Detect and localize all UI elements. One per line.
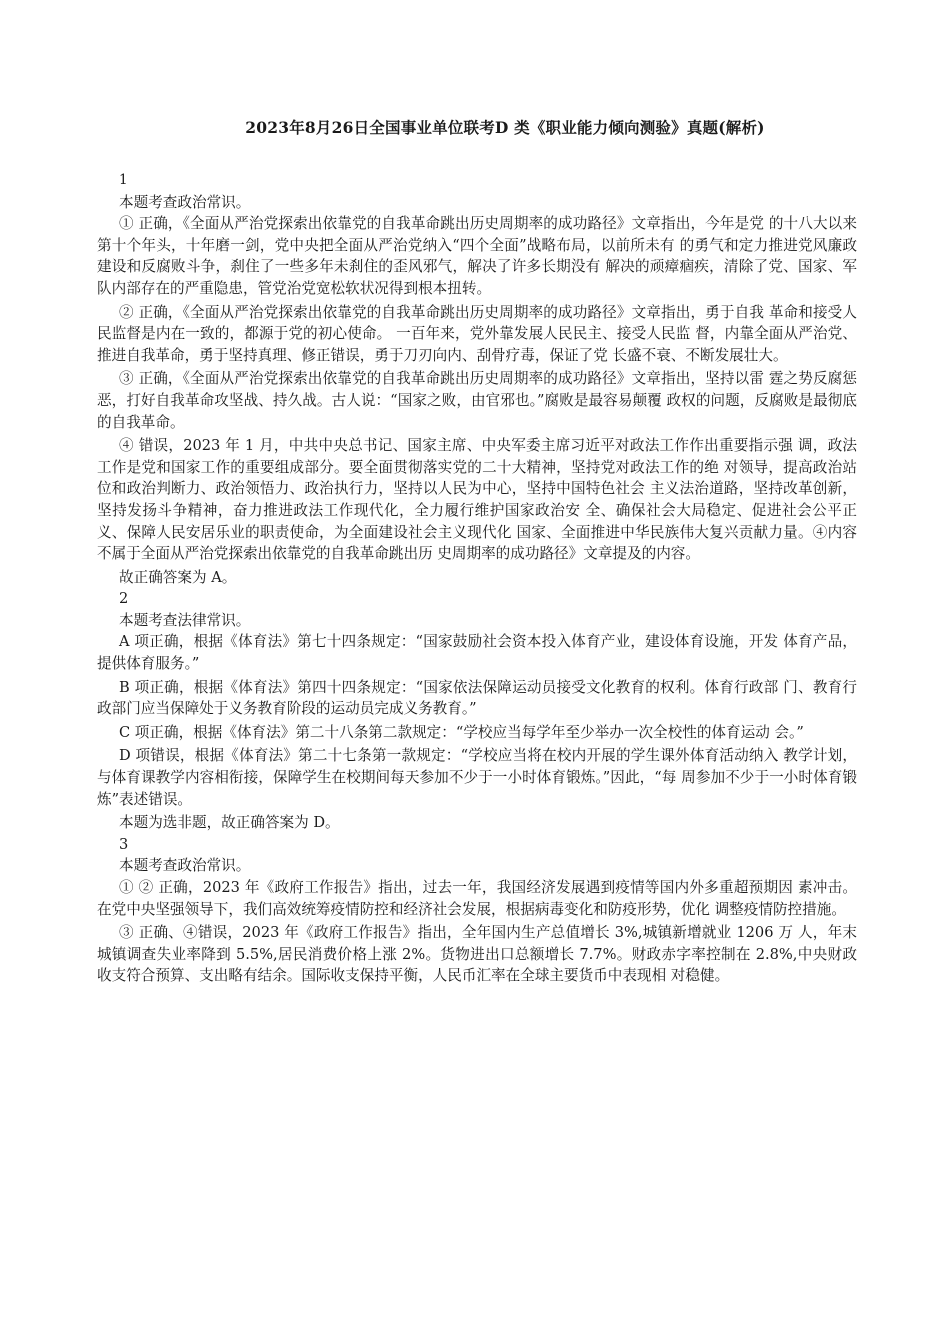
- question-2-option-c: C 项正确，根据《体育法》第二十八条第二款规定：“学校应当每学年至少举办一次全校性的体育运动 会。”: [119, 723, 804, 741]
- question-1-point-3: ③ 正确，《全面从严治党探索出依靠党的自我革命跳出历史周期率的成功路径》文章指出，坚持以雷 霆之势反腐惩恶，打好自我革命攻坚战、持久战。古人说：“国家之败，由官邪也。”腐败是最容易颠覆 政权的问题，反腐败是最彻底的自我革命。: [97, 370, 857, 431]
- question-3-topic: 本题考查政治常识。: [119, 857, 251, 875]
- question-1-answer: 故正确答案为 A。: [119, 568, 237, 586]
- question-2-answer: 本题为选非题，故正确答案为 D。: [119, 814, 340, 832]
- question-3-point-2: ③ 正确、④错误，2023 年《政府工作报告》指出，全年国内生产总值增长 3%,城镇新增就业 1206 万 人，年末城镇调查失业率降到 5.5%,居民消费价格上涨 2%。货物进出口总额增长 7.7%。财政赤字率控制在 2.8%,中央财政收支符合预算、支出略有结余。国际收支保持平衡，人民币汇率在全球主要货币中表现相 对稳健。: [97, 924, 857, 985]
- question-3-point-1: ① ② 正确，2023 年《政府工作报告》指出，过去一年，我国经济发展遇到疫情等国内外多重超预期因 素冲击。在党中央坚强领导下，我们高效统筹疫情防控和经济社会发展，根据病毒变化和防疫形势，优化 调整疫情防控措施。: [97, 879, 857, 918]
- question-2-option-a: A 项正确，根据《体育法》第七十四条规定：“国家鼓励社会资本投入体育产业，建设体育设施，开发 体育产品，提供体育服务。”: [97, 633, 857, 673]
- question-2-number: 2: [119, 590, 129, 608]
- question-3-number: 3: [119, 835, 129, 853]
- question-1-point-4: ④ 错误，2023 年 1 月，中共中央总书记、国家主席、中央军委主席习近平对政法工作作出重要指示强 调，政法工作是党和国家工作的重要组成部分。要全面贯彻落实党的二十大精神，坚持党对政法工作的绝 对领导，提高政治站位和政治判断力、政治领悟力、政治执行力，坚持以人民为中心，坚持中国特色社会 主义法治道路，坚持改革创新，坚持发扬斗争精神，奋力推进政法工作现代化，全力履行维护国家政治安 全、确保社会大局稳定、促进社会公平正义、保障人民安居乐业的职责使命，为全面建设社会主义现代化 国家、全面推进中华民族伟大复兴贡献力量。④内容不属于全面从严治党探索出依靠党的自我革命跳出历 史周期率的成功路径》文章提及的内容。: [97, 437, 857, 563]
- question-1-number: 1: [119, 172, 128, 188]
- question-2-option-d: D 项错误，根据《体育法》第二十七条第一款规定：“学校应当将在校内开展的学生课外体育活动纳入 教学计划，与体育课教学内容相衔接，保障学生在校期间每天参加不少于一小时体育锻炼。”因此，“每 周参加不少于一小时体育锻炼”表述错误。: [97, 747, 857, 808]
- question-1-point-1: ① 正确，《全面从严治党探索出依靠党的自我革命跳出历史周期率的成功路径》文章指出，今年是党 的十八大以来第十个年头，十年磨一剑，党中央把全面从严治党纳入“四个全面”战略布局，以前所未有 的勇气和定力推进党风廉政建设和反腐败斗争，刹住了一些多年未刹住的歪风邪气，解决了许多长期没有 解决的顽瘴痼疾，清除了党、国家、军队内部存在的严重隐患，管党治党宽松软状况得到根本扭转。: [97, 215, 857, 297]
- document-body: [97, 170, 857, 989]
- question-1-topic: 本题考查政治常识。: [119, 193, 251, 211]
- question-2-option-b: B 项正确，根据《体育法》第四十四条规定：“国家依法保障运动员接受文化教育的权利。体育行政部 门、教育行政部门应当保障处于义务教育阶段的运动员完成义务教育。”: [97, 678, 857, 718]
- document-title: 2023年8月26日全国事业单位联考D 类《职业能力倾向测验》真题(解析): [245, 118, 765, 137]
- question-1-point-2: ② 正确，《全面从严治党探索出依靠党的自我革命跳出历史周期率的成功路径》文章指出，勇于自我 革命和接受人民监督是内在一致的，都源于党的初心使命。 一百年来，党外靠发展人民民主、接受人民监 督，内靠全面从严治党、推进自我革命，勇于坚持真理、修正错误，勇于刀刃向内、刮骨疗毒，保证了党 长盛不衰、不断发展壮大。: [97, 303, 857, 364]
- question-2-topic: 本题考查法律常识。: [119, 611, 251, 629]
